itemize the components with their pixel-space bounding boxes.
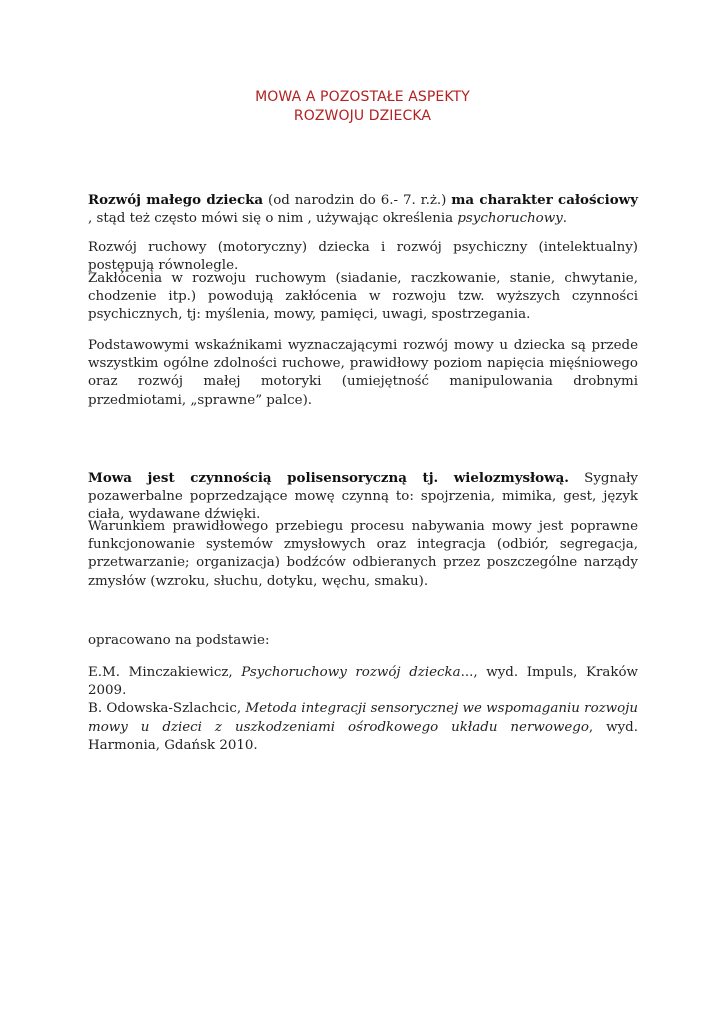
page-title: [0, 88, 725, 126]
p1-text: , stąd też często mówi się o nim , używając określenia: [88, 211, 458, 227]
ref2-author: B. Odowska-Szlachcic,: [88, 701, 246, 717]
p5-text: Sygnały pozawerbalne poprzedzające mowę czynną to: spojrzenia, mimika, gest, język ciała, wydawane dźwięki.: [88, 471, 638, 523]
title-line-2: ROZWOJU DZIECKA: [293, 108, 432, 124]
ref2-publisher: , wyd. Harmonia, Gdańsk 2010.: [88, 719, 638, 753]
ref1-author: E.M. Minczakiewicz,: [88, 665, 242, 680]
sources-heading: [88, 632, 638, 650]
paragraph-polisensory: [88, 469, 638, 525]
paragraph-disorders: [88, 270, 638, 325]
title-line-1: MOWA A POZOSTAŁE ASPEKTY: [255, 89, 470, 105]
source-ref-2: [88, 700, 638, 755]
p1-italic-term: psychoruchowy: [457, 211, 563, 227]
ref1-publisher: ..., wyd. Impuls, Kraków 2009.: [88, 665, 638, 699]
p3-text: Zakłócenia w rozwoju ruchowym (siadanie, raczkowanie, stanie, chwytanie, chodzenie itp.) powodują zakłócenia w rozwoju tzw. wyższych czynności psychicznych, tj: myślenia, mowy, pamięci, uwagi, spostrzegania.: [88, 271, 638, 323]
sources-heading-text: opracowano na podstawie:: [88, 633, 270, 648]
paragraph-indicators: [88, 337, 638, 410]
paragraph-development-holistic: [88, 191, 638, 228]
p1-bold-claim: ma charakter całościowy: [451, 192, 638, 208]
ref1-title: Psychoruchowy rozwój dziecka: [241, 665, 461, 680]
p2-text: Rozwój ruchowy (motoryczny) dziecka i rozwój psychiczny (intelektualny) postępują równolegle.: [88, 240, 638, 274]
sources-list: [88, 664, 638, 755]
p1-period: .: [562, 211, 568, 227]
p5-bold: Mowa jest czynnością polisensoryczną tj. wielozmysłową.: [88, 470, 569, 486]
source-ref-1: [88, 664, 638, 700]
p1-age-range: (od narodzin do 6.- 7. r.ż.): [263, 193, 452, 208]
ref2-title: Metoda integracji sensorycznej we wspomaganiu rozwoju mowy u dzieci z uszkodzeniami ośrodkowego układu nerwowego: [88, 701, 638, 735]
p6-text: Warunkiem prawidłowego przebiegu procesu nabywania mowy jest poprawne funkcjonowanie systemów zmysłowych oraz integracja (odbiór, segregacja, przetwarzanie; organizacja) bodźców odbieranych przez poszczególne narządy zmysłów (wzroku, słuchu, dotyku, węchu, smaku).: [88, 519, 638, 589]
paragraph-conditions: [88, 518, 638, 591]
p1-bold-subject: Rozwój małego dziecka: [88, 192, 264, 208]
p4-text: Podstawowymi wskaźnikami wyznaczającymi rozwój mowy u dziecka są przede wszystkim ogólne zdolności ruchowe, prawidłowy poziom napięcia mięśniowego oraz rozwój małej motoryki (umiejętność manipulowania drobnymi przedmiotami, „sprawne” palce).: [88, 338, 638, 408]
